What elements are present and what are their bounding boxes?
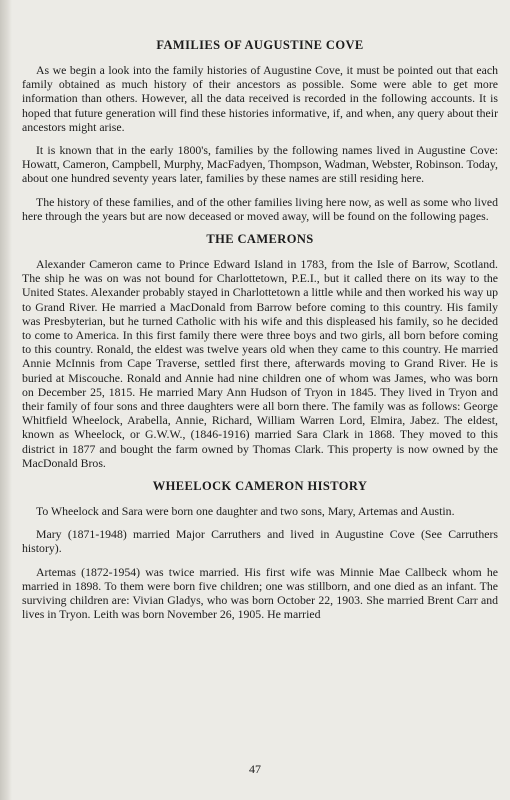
binding-gutter: [0, 0, 12, 800]
heading-camerons: THE CAMERONS: [206, 232, 314, 247]
paragraph-alexander-cameron: Alexander Cameron came to Prince Edward Island in 1783, from the Isle of Barrow, Scotland. The ship he was on was not bound for Charlottetown, P.E.I., but it called there on its way to the United States. Alexander probably stayed in Charlottetown a little while and then worked his way up to Grand River. He married a MacDonald from Barrow before coming to this country. His family was Presbyterian, but he turned Catholic with his wife and this displeased his family, so he decided to come to America. In this first family there were three boys and two girls, all born before coming to this country. Ronald, the eldest was twelve years old when they came to this country. He married Annie McInnis from Cape Traverse, settled first there, afterwards moving to Grand River. He is buried at Miscouche. Ronald and Annie had nine children one of whom was James, who was born on December 25, 1815. He married Mary Ann Hudson of Tryon in 1845. They lived in Tryon and their family of four sons and three daughters were all born there. The family was as follows: George Whitfield Wheelock, Arabella, Annie, Richard, William Warren Lord, Elmira, Jabez. The eldest, known as Wheelock, or G.W.W., (1846-1916) married Sara Clark in 1868. They moved to this district in 1877 and bought the farm owned by Thomas Clark. This property is now owned by the MacDonald Bros.: [22, 257, 498, 470]
paragraph-intro: As we begin a look into the family histories of Augustine Cove, it must be pointed out that each family obtained as much history of their ancestors as possible. Some were able to get more information than others. However, all the data received is recorded in the following accounts. It is hoped that future generation will find these histories informative, if, and when, any query about their ancestors might arise.: [22, 63, 498, 134]
paragraph-history-note: The history of these families, and of the other families living here now, as well as some who lived here through the years but are now deceased or moved away, will be found on the following pages.: [22, 194, 498, 223]
paragraph-wheelock-children: To Wheelock and Sara were born one daughter and two sons, Mary, Artemas and Austin.: [36, 504, 455, 519]
heading-families: FAMILIES OF AUGUSTINE COVE: [156, 38, 364, 52]
book-page: [22, 38, 498, 631]
heading-wheelock-cameron: WHEELOCK CAMERON HISTORY: [152, 479, 368, 494]
paragraph-mary: Mary (1871-1948) married Major Carruthers and lived in Augustine Cove (See Carruthers history).: [22, 527, 498, 556]
paragraph-early-families: It is known that in the early 1800's, families by the following names lived in Augustine Cove: Howatt, Cameron, Campbell, Murphy, MacFadyen, Thompson, Wadman, Webster, Robinson. Today, about one hundred seventy years later, families by these names are still residing here.: [22, 143, 498, 186]
paragraph-artemas: Artemas (1872-1954) was twice married. His first wife was Minnie Mae Callbeck whom he married in 1898. To them were born five children; one was stillborn, and one died as an infant. The surviving children are: Vivian Gladys, who was born October 22, 1903. She married Brent Carr and lives in Tryon. Leith was born November 26, 1905. He married: [22, 564, 498, 622]
page-number: 47: [249, 762, 261, 776]
